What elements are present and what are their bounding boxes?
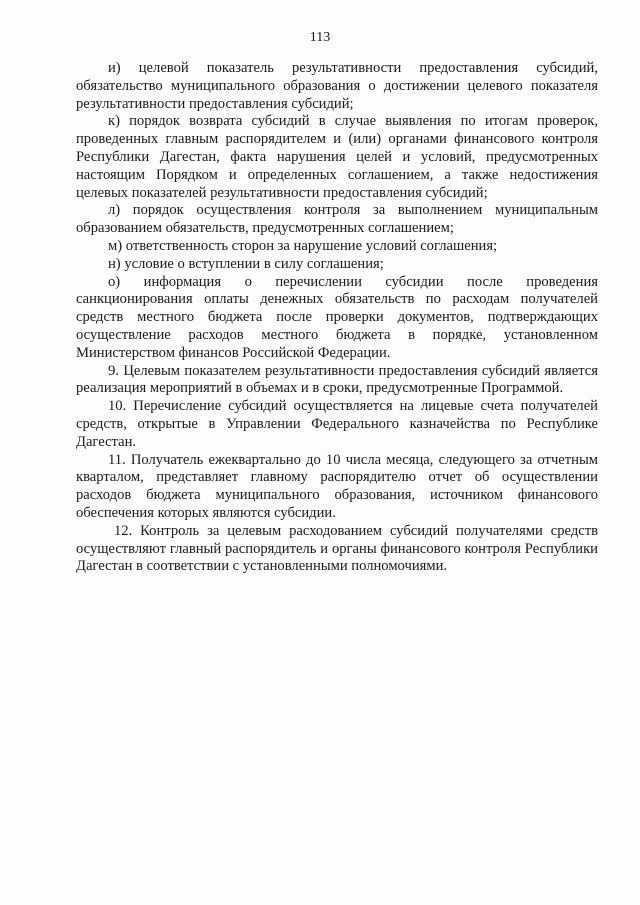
paragraph-section-9: 9. Целевым показателем результативности предоставления субсидий является реализация мероприятий в объемах и в сроки, предусмотренные Программой. — [76, 362, 598, 397]
paragraph-section-11: 11. Получатель ежеквартально до 10 числа месяца, следующего за отчетным кварталом, представляет главному распорядителю отчет об осуществлении расходов бюджета муниципального образования, источником финансового обеспечения которых являются субсидии. — [76, 451, 598, 521]
paragraph-item-l: л) порядок осуществления контроля за выполнением муниципальным образованием обязательств, предусмотренных соглашением; — [76, 202, 598, 237]
paragraph-section-12: 12. Контроль за целевым расходованием субсидий получателями средств осуществляют главный распорядитель и органы финансового контроля Республики Дагестан в соответствии с установленными полномочиями. — [76, 522, 598, 575]
paragraph-item-i: и) целевой показатель результативности предоставления субсидий, обязательство муниципального образования о достижении целевого показателя результативности предоставления субсидий; — [76, 60, 598, 112]
document-body — [76, 60, 598, 576]
paragraph-item-n: н) условие о вступлении в силу соглашения; — [108, 255, 384, 272]
paragraph-section-10: 10. Перечисление субсидий осуществляется на лицевые счета получателей средств, открытые в Управлении Федерального казначейства по Республике Дагестан. — [76, 398, 598, 450]
paragraph-item-o: о) информация о перечислении субсидии после проведения санкционирования оплаты денежных обязательств по расходам получателей средств местного бюджета после проверки документов, подтверждающих осуществление расходов местного бюджета в порядке, установленном Министерством финансов Российской Федерации. — [76, 273, 598, 361]
paragraph-item-m: м) ответственность сторон за нарушение условий соглашения; — [108, 237, 498, 254]
page-number: 113 — [309, 30, 331, 45]
paragraph-item-k: к) порядок возврата субсидий в случае выявления по итогам проверок, проведенных главным распорядителем и (или) органами финансового контроля Республики Дагестан, факта нарушения целей и условий, предусмотренных настоящим Порядком и определенных соглашением, а также недостижения целевых показателей результативности предоставления субсидий; — [76, 113, 598, 201]
